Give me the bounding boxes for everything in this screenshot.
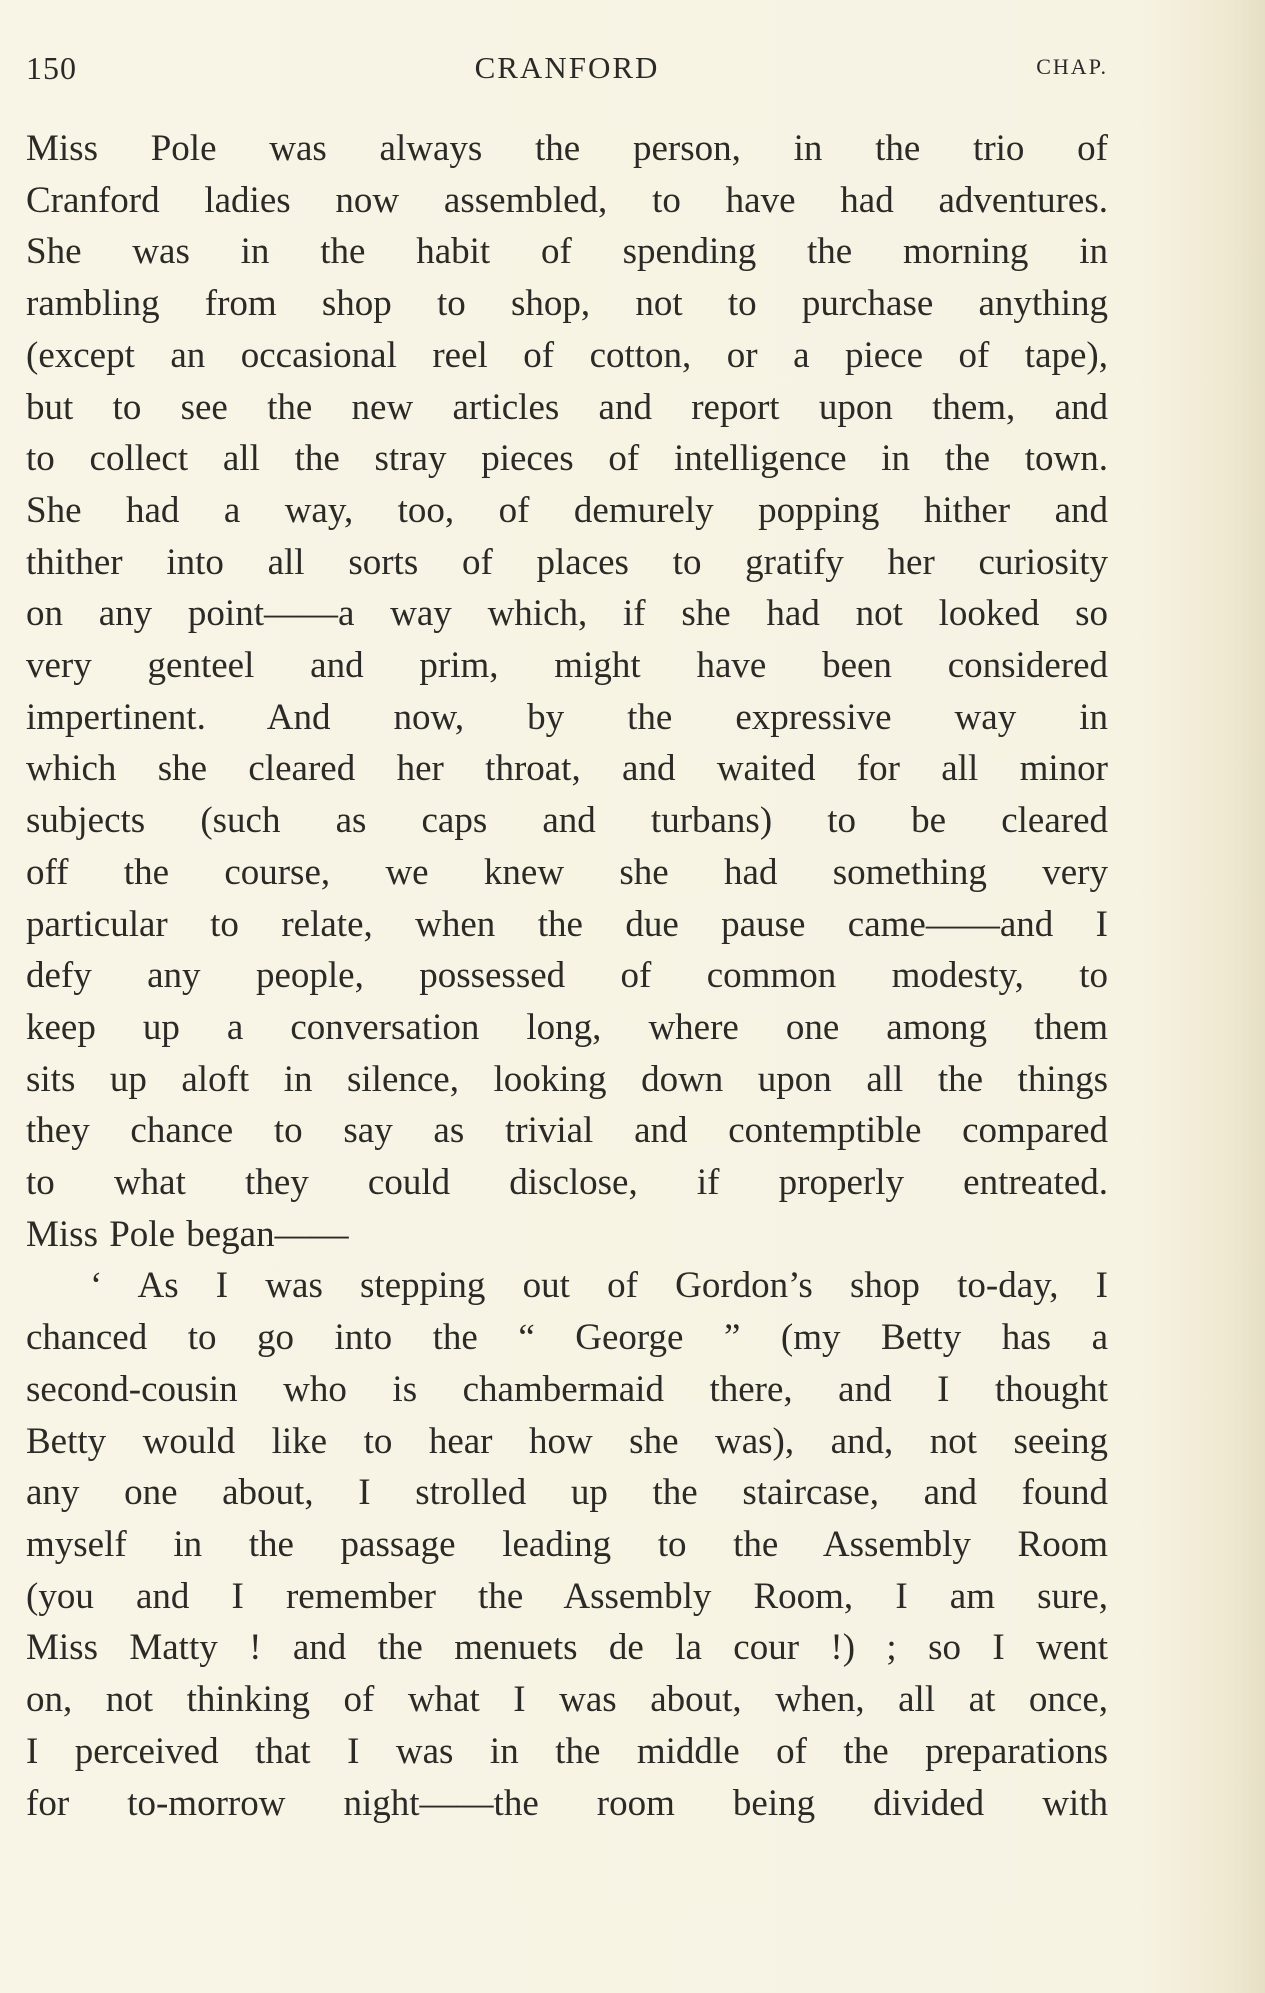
text-line: subjects (such as caps and turbans) to be cleared — [26, 800, 1108, 842]
text-line: thither into all sorts of places to gratify her curiosity — [26, 541, 1108, 583]
text-line: second-cousin who is chambermaid there, and I thought — [26, 1368, 1108, 1410]
page-number: 150 — [26, 50, 77, 86]
text-line: (except an occasional reel of cotton, or a piece of tape), — [26, 334, 1108, 376]
text-line: I perceived that I was in the middle of the preparations — [26, 1730, 1108, 1772]
text-line: defy any people, possessed of common modesty, to — [26, 955, 1108, 997]
running-title: CRANFORD — [474, 50, 660, 85]
text-line: to collect all the stray pieces of intelligence in the town. — [26, 438, 1108, 480]
text-line: on any point——a way which, if she had not looked so — [26, 593, 1108, 635]
text-line: rambling from shop to shop, not to purchase anything — [26, 283, 1108, 325]
text-line: but to see the new articles and report upon them, and — [26, 386, 1108, 428]
text-line: off the course, we knew she had something very — [26, 851, 1108, 893]
text-line: very genteel and prim, might have been considered — [26, 645, 1108, 687]
text-line: Miss Matty ! and the menuets de la cour !) ; so I went — [26, 1627, 1108, 1669]
body-text — [26, 123, 1108, 1829]
text-line: on, not thinking of what I was about, when, all at once, — [26, 1679, 1108, 1721]
running-head — [26, 50, 1108, 90]
text-line: to what they could disclose, if properly entreated. — [26, 1162, 1108, 1204]
text-line: myself in the passage leading to the Assembly Room — [26, 1523, 1108, 1565]
text-line: particular to relate, when the due pause came——and I — [26, 903, 1108, 945]
text-line: sits up aloft in silence, looking down upon all the things — [26, 1058, 1108, 1100]
chapter-label: CHAP. — [1036, 54, 1108, 79]
text-line: chanced to go into the “ George ” (my Betty has a — [26, 1317, 1108, 1359]
text-line: (you and I remember the Assembly Room, I am sure, — [26, 1575, 1108, 1617]
text-line: for to-morrow night——the room being divided with — [26, 1782, 1108, 1824]
text-line: Miss Pole began—— — [26, 1213, 349, 1255]
text-line: Betty would like to hear how she was), and, not seeing — [26, 1420, 1108, 1462]
text-line: She had a way, too, of demurely popping hither and — [26, 489, 1108, 531]
text-line: impertinent. And now, by the expressive way in — [26, 696, 1108, 738]
text-line: Cranford ladies now assembled, to have had adventures. — [26, 179, 1108, 221]
text-line: any one about, I strolled up the staircase, and found — [26, 1472, 1108, 1514]
text-line: She was in the habit of spending the morning in — [26, 231, 1108, 273]
text-line: Miss Pole was always the person, in the trio of — [26, 128, 1108, 169]
text-line: ‘ As I was stepping out of Gordon’s shop to-day, I — [90, 1265, 1108, 1307]
text-line: they chance to say as trivial and contemptible compared — [26, 1110, 1108, 1152]
text-line: which she cleared her throat, and waited for all minor — [26, 748, 1108, 790]
text-line: keep up a conversation long, where one among them — [26, 1006, 1108, 1048]
